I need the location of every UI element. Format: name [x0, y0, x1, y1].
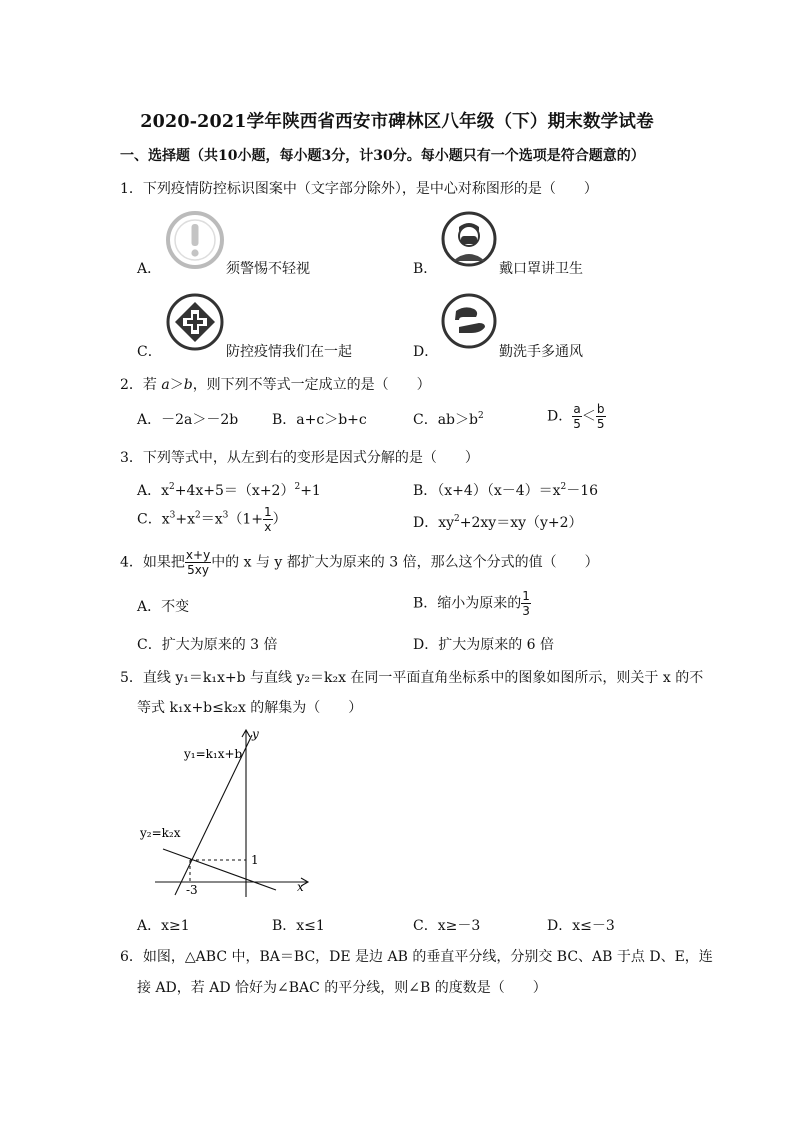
- q5-line-graph: [135, 725, 320, 900]
- q5-option-b: B．x≤1: [272, 918, 325, 934]
- question-5-line-1: 5．直线 y₁＝k₁x+b 与直线 y₂＝k₂x 在同一平面直角坐标系中的图象如图所示，则关于 x 的不: [120, 670, 704, 686]
- label-y1: y₁=k₁x+b: [184, 747, 243, 761]
- question-6-line-1: 6．如图，△ABC 中，BA＝BC，DE 是边 AB 的垂直平分线，分别交 BC、AB 于点 D、E，连: [120, 949, 713, 965]
- q5-option-d: D．x≤－3: [547, 918, 615, 934]
- q3-option-c: C．$x^3+x^2=x^3(1+$ $\frac{1}{x}$ ）: [137, 505, 287, 534]
- q1-option-a-caption: 须警惕不轻视: [226, 261, 310, 277]
- question-3-stem: 3．下列等式中，从左到右的变形是因式分解的是（ ）: [120, 450, 479, 466]
- q1-option-d-caption: 勤洗手多通风: [499, 344, 583, 360]
- q1-option-d-label: D．: [413, 344, 439, 360]
- question-1-stem: 1．下列疫情防控标识图案中（文字部分除外），是中心对称图形的是（ ）: [120, 181, 598, 197]
- question-2-stem: 2．若 a＞b，则下列不等式一定成立的是（ ）: [120, 377, 431, 393]
- section-heading: 一、选择题（共10小题，每小题3分，计30分。每小题只有一个选项是符合题意的）: [120, 148, 645, 164]
- q2-option-d: D． $\frac{a}{5}$ ＜ $\frac{b}{5}$: [547, 402, 605, 431]
- q1-option-b-label: B．: [413, 261, 438, 277]
- tick-label-x: -3: [186, 883, 198, 897]
- exclamation-icon: [166, 211, 224, 269]
- label-y-axis: y: [252, 727, 259, 741]
- q3-option-b: B．$(x+4)(x-4)=x^2-16$: [413, 482, 599, 499]
- label-x-axis: x: [297, 880, 304, 894]
- q4-option-c: C．扩大为原来的 3 倍: [137, 637, 278, 653]
- q5-option-a: A．x≥1: [137, 918, 190, 934]
- q4-option-d: D．扩大为原来的 6 倍: [413, 637, 555, 653]
- q1-option-c-label: C．: [137, 344, 162, 360]
- question-5-line-2: 等式 k₁x+b≤k₂x 的解集为（ ）: [137, 700, 363, 716]
- question-4-stem: 4．如果把 $\frac{x+y}{5xy}$ 中的 x 与 y 都扩大为原来的 3 倍，那么这个分式的值（ ）: [120, 548, 599, 577]
- q1-option-b-caption: 戴口罩讲卫生: [499, 261, 583, 277]
- q1-option-c-caption: 防控疫情我们在一起: [226, 344, 352, 360]
- q2-option-a: A．－2a＞－2b: [137, 412, 239, 428]
- q4-option-b: B．缩小为原来的 $\frac{1}{3}$: [413, 589, 530, 618]
- q4-option-a: A．不变: [137, 599, 190, 615]
- q5-option-c: C．x≥－3: [413, 918, 481, 934]
- q2-option-b: B．a+c＞b+c: [272, 412, 367, 428]
- q3-option-d: D．$xy^2+2xy=xy(y+2)$: [413, 514, 583, 531]
- label-y2: y₂=k₂x: [140, 826, 181, 840]
- page-title: 2020-2021学年陕西省西安市碑林区八年级（下）期末数学试卷: [140, 112, 654, 132]
- q1-option-a-label: A．: [137, 261, 162, 277]
- cross-diamond-icon: [166, 293, 224, 351]
- hand-wash-icon: [441, 293, 497, 349]
- mask-face-icon: [441, 211, 497, 267]
- q2-option-c: C．$ab>b^2$: [413, 411, 484, 428]
- question-6-line-2: 接 AD，若 AD 恰好为∠BAC 的平分线，则∠B 的度数是（ ）: [137, 980, 547, 996]
- tick-label-y: 1: [251, 853, 259, 867]
- q3-option-a: A．$x^2+4x+5=(x+2)^2+1$: [137, 482, 321, 499]
